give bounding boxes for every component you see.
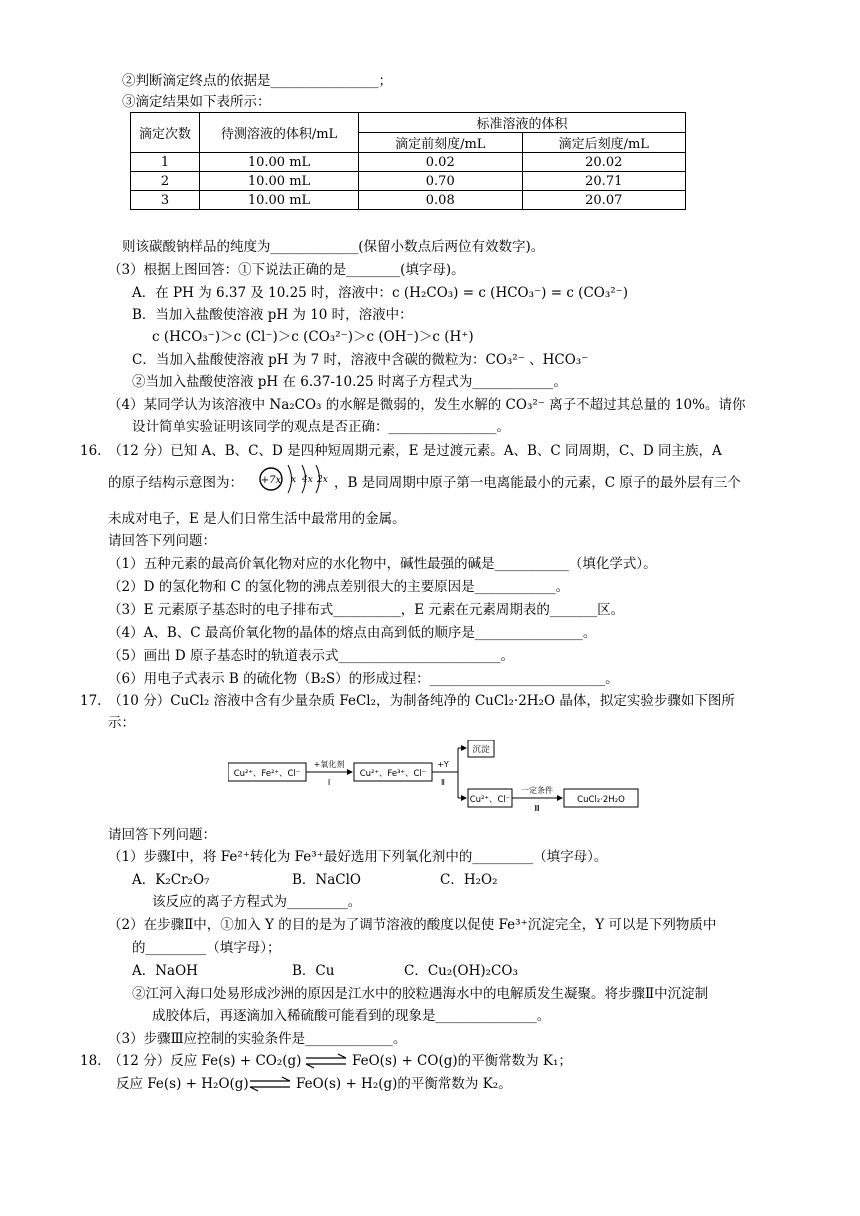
atom-structure-diagram (258, 462, 338, 498)
q16-line-2a: 的原子结构示意图为： (108, 475, 243, 491)
q18-line-2b: FeO(s) + H₂(g)的平衡常数为 K₂。 (296, 1076, 512, 1092)
q18-line-1b: FeO(s) + CO(g)的平衡常数为 K₁； (352, 1053, 572, 1069)
cell: 2 (131, 172, 200, 191)
q17-option-2b: B．Cu (292, 963, 335, 979)
equilibrium-arrow-icon (304, 1053, 348, 1069)
q15-line-1: ②判断滴定终点的依据是________________； (122, 73, 392, 89)
q17-line-6: 该反应的离子方程式为_________。 (152, 894, 362, 910)
th-count: 滴定次数 (131, 113, 200, 153)
cell: 0.02 (359, 153, 523, 172)
cell: 20.71 (522, 172, 686, 191)
flow-box-start-label: Cu²⁺、Fe²⁺、Cl⁻ (233, 769, 301, 779)
cell: 0.08 (359, 191, 523, 210)
q17-option-c: C．H₂O₂ (440, 872, 498, 888)
q17-line-4: （1）步骤Ⅰ中，将 Fe²⁺转化为 Fe³⁺最好选用下列氧化剂中的_________（填字母）。 (108, 849, 608, 865)
q16-line-9: （5）画出 D 原子基态时的轨道表示式________________________。 (108, 648, 514, 664)
shell-3-label: 2x (317, 475, 328, 485)
q16-line-3: 未成对电子，E 是人们日常生活中最常用的金属。 (108, 511, 406, 527)
cell: 1 (131, 153, 200, 172)
th-volume: 待测溶液的体积/mL (200, 113, 359, 153)
q15-line-4: （3）根据上图回答：①下说法正确的是________(填字母)。 (108, 262, 465, 278)
flow-arrow-3-step: Ⅲ (534, 804, 540, 813)
flow-box-filtrate-label: Cu²⁺、Cl⁻ (469, 795, 511, 805)
process-flow-diagram (228, 740, 648, 818)
q15-line-9: ②当加入盐酸使溶液 pH 在 6.37-10.25 时离子方程式为____________。 (132, 374, 567, 390)
q17-line-3: 请回答下列问题： (108, 827, 216, 843)
flow-arrow-3-label: 一定条件 (521, 786, 553, 795)
q15-option-b: B．当加入盐酸使溶液 pH 为 10 时，溶液中： (132, 307, 413, 323)
q16-line-6: （2）D 的氢化物和 C 的氢化物的沸点差别很大的主要原因是____________。 (108, 579, 570, 595)
table-row (131, 172, 686, 191)
q17-line-1: 17. （10 分）CuCl₂ 溶液中含有少量杂质 FeCl₂，为制备纯净的 CuCl₂·2H₂O 晶体，拟定实验步骤如下图所 (80, 693, 735, 709)
cell: 0.70 (359, 172, 523, 191)
q17-line-2: 示： (108, 715, 135, 731)
flow-box-oxidized-label: Cu²⁺、Fe³⁺、Cl⁻ (359, 769, 427, 779)
table-row (131, 191, 686, 210)
titration-table (130, 112, 686, 210)
q18-line-2a: 反应 Fe(s) + H₂O(g) (116, 1076, 249, 1092)
shell-1-label: x (291, 475, 297, 485)
flow-arrow-1-label: +氧化剂 (313, 760, 345, 769)
q17-option-b: B．NaClO (292, 872, 361, 888)
q16-line-4: 请回答下列问题： (108, 533, 216, 549)
q15-line-11: 设计简单实验证明该同学的观点是否正确：________________。 (132, 419, 510, 435)
q15-option-a: A．在 PH 为 6.37 及 10.25 时，溶液中：c (H₂CO₃) = c (HCO₃⁻) = c (CO₃²⁻) (132, 285, 629, 301)
q16-line-2b: ，B 是同周期中原子第一电离能最小的元素，C 原子的最外层有三个 (334, 475, 741, 491)
cell: 10.00 mL (200, 172, 359, 191)
q15-line-10: （4）某同学认为该溶液中 Na₂CO₃ 的水解是微弱的，发生水解的 CO₃²⁻ 离子不超过其总量的 10%。请你 (108, 397, 746, 413)
q17-option-2a: A．NaOH (132, 963, 198, 979)
q17-line-8: 的_________（填字母）； (132, 940, 281, 956)
flow-box-product-label: CuCl₂·2H₂O (577, 795, 625, 805)
flow-arrow-2-step: Ⅱ (441, 778, 445, 787)
q16-line-10: （6）用电子式表示 B 的硫化物（B₂S）的形成过程：__________________________。 (108, 671, 619, 687)
q15-line-3: 则该碳酸钠样品的纯度为_____________(保留小数点后两位有效数字)。 (122, 239, 545, 255)
cell: 10.00 mL (200, 191, 359, 210)
table-row (131, 153, 686, 172)
q17-option-2c: C．Cu₂(OH)₂CO₃ (404, 963, 518, 979)
q16-line-7: （3）E 元素原子基态时的电子排布式__________，E 元素在元素周期表的_______区。 (108, 602, 625, 618)
th-before: 滴定前刻度/mL (359, 133, 523, 153)
flow-box-precipitate-label: 沉淀 (472, 745, 490, 755)
q16-line-8: （4）A、B、C 最高价氧化物的晶体的熔点由高到低的顺序是________________。 (108, 625, 597, 641)
equilibrium-arrow-icon (248, 1076, 292, 1092)
q15-line-2: ③滴定结果如下表所示： (122, 94, 271, 110)
cell: 20.07 (522, 191, 686, 210)
cell: 3 (131, 191, 200, 210)
th-standard: 标准溶液的体积 (359, 113, 686, 133)
th-after: 滴定后刻度/mL (522, 133, 686, 153)
flow-arrow-2-label: +Y (437, 760, 449, 769)
q16-line-1: 16. （12 分）已知 A、B、C、D 是四种短周期元素，E 是过渡元素。A、B、C 同周期，C、D 同主族，A (80, 443, 722, 459)
shell-2-label: 4x (302, 475, 313, 485)
q17-line-10: ②江河入海口处易形成沙洲的原因是江水中的胶粒遇海水中的电解质发生凝聚。将步骤Ⅱ中沉淀制 (132, 986, 709, 1002)
q17-line-12: （3）步骤Ⅲ应控制的实验条件是_____________。 (108, 1031, 407, 1047)
atom-nucleus-label: +7x (260, 475, 282, 486)
q17-line-7: （2）在步骤Ⅱ中，①加入 Y 的目的是为了调节溶液的酸度以促使 Fe³⁺沉淀完全，Y 可以是下列物质中 (108, 917, 717, 933)
q15-option-b-detail: c (HCO₃⁻)＞c (Cl⁻)＞c (CO₃²⁻)＞c (OH⁻)＞c (H⁺) (152, 329, 474, 345)
q17-line-11: 成胶体后，再逐滴加入稀硫酸可能看到的现象是_______________。 (152, 1008, 551, 1024)
q17-option-a: A．K₂Cr₂O₇ (132, 872, 210, 888)
q15-option-c: C．当加入盐酸使溶液 pH 为 7 时，溶液中含碳的微粒为：CO₃²⁻ 、HCO₃⁻ (132, 352, 589, 368)
cell: 20.02 (522, 153, 686, 172)
cell: 10.00 mL (200, 153, 359, 172)
q16-line-5: （1）五种元素的最高价氧化物对应的水化物中，碱性最强的碱是___________（填化学式）。 (108, 556, 657, 572)
flow-arrow-1-step: Ⅰ (327, 778, 331, 787)
q18-line-1a: 18. （12 分）反应 Fe(s) + CO₂(g) (80, 1053, 302, 1069)
